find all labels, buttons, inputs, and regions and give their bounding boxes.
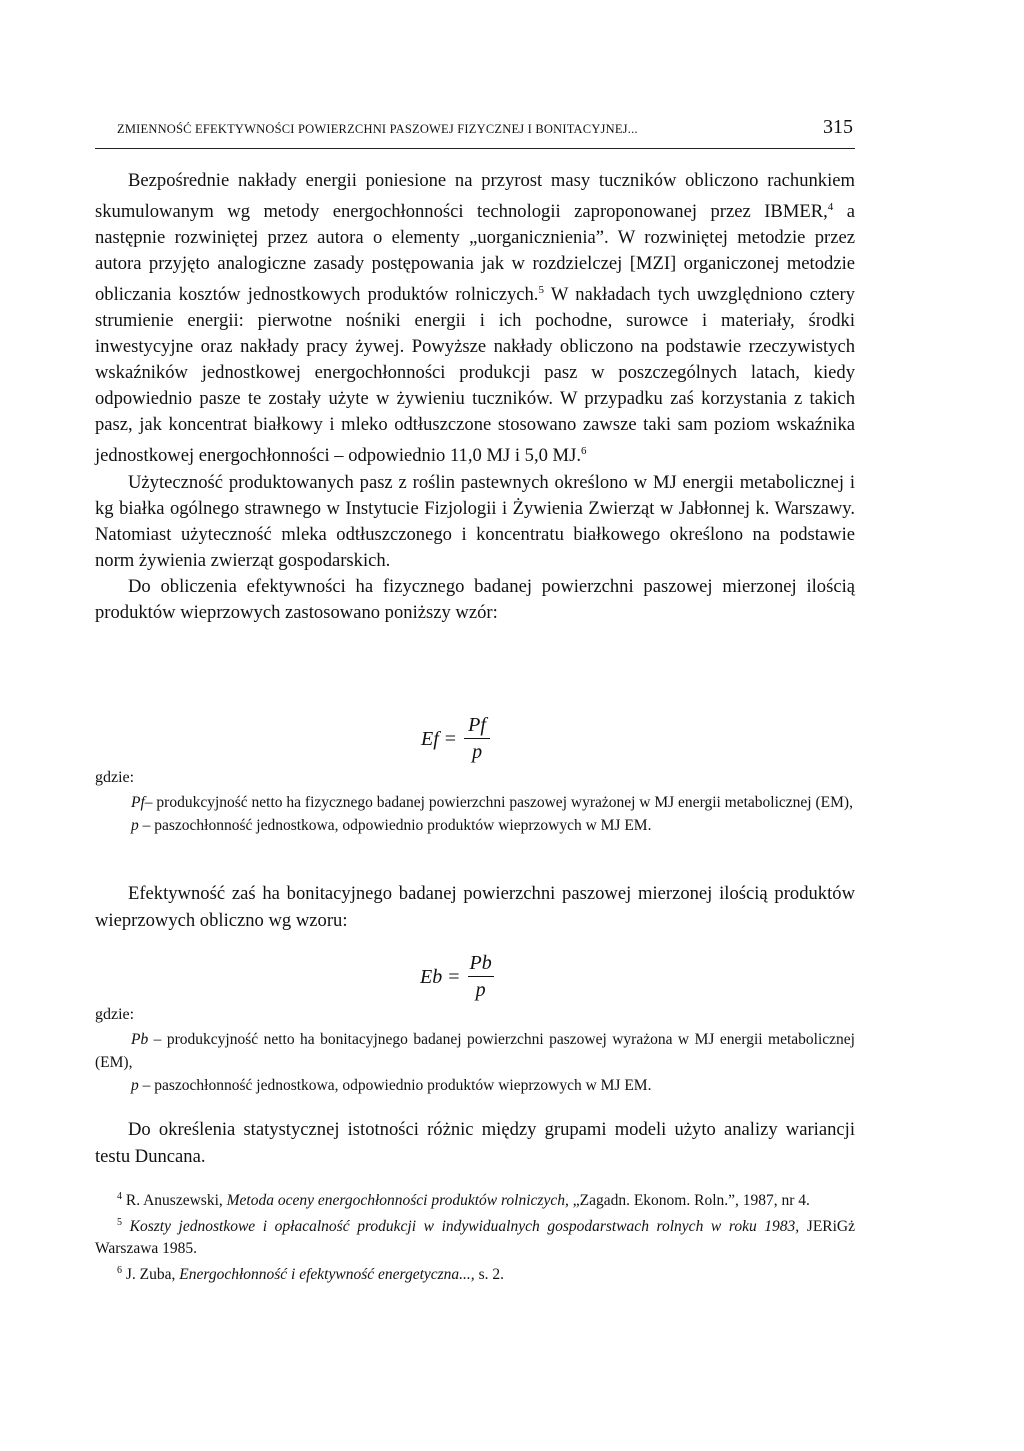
gdzie-label-2: gdzie: <box>95 1006 135 1023</box>
paragraph-feed-usefulness: Użyteczność produktowanych pasz z roślin pastewnych określono w MJ energii metabolicznej i kg białka ogólnego strawnego w Instytucie Fizjologii i Żywienia Zwierząt w Jabłonnej k. Warszawy. Natomiast użyteczność mleka odtłuszczonego i koncentratu białkowego określono na podstawie norm żywienia zwierząt gospodarskich. <box>95 471 855 571</box>
footnote-ref-5: 5 <box>538 284 544 297</box>
paragraph-energy-inputs: Bezpośrednie nakłady energii poniesione na przyrost masy tuczników obliczono rachunkiem skumulowanym wg metody energochłonności technologii zaproponowanej przez IBMER,$^4$ a następnie rozwiniętej przez autora o elementy „uorganicznienia”. W rozwiniętej metodzie przez autora przyjęto analogiczne zasady postępowania jak w rozdzielczej [MZI] organiczonej metodzie obliczania kosztów jednostkowych produktów rolniczych.$^5$ W nakładach tych uwzględniono cztery strumienie energii: pierwotne nośniki energii i ich pochodne, surowce i materiały, środki inwestycyjne oraz nakłady pracy żywej. Powyższe nakłady obliczono na podstawie rzeczywistych wskaźników jednostkowej energochłonności produkcji pasz w poszczególnych latach, kiedy odpowiednio pasze te zostały użyte w żywieniu tuczników. W przypadku zaś korzystania z takich pasz, jak koncentrat białkowy i mleko odtłuszczone stosowano zawsze taki sam poziom wskaźnika jednostkowej energochłonności – odpowiednio 11,0 MJ i 5,0 MJ.$^6$ <box>95 170 855 467</box>
formula-eb <box>420 952 494 1002</box>
formula-ef <box>421 714 490 764</box>
formula-ef-fraction <box>464 714 490 764</box>
formula-eb-denominator: p <box>475 979 486 1001</box>
definition-pb: Pb – produkcyjność netto ha bonitacyjnego badanej powierzchni paszowej wyrażona w MJ energii metabolicznej (EM), <box>95 1031 855 1071</box>
paragraph-formula-intro-1: Do obliczenia efektywności ha fizycznego badanej powierzchni paszowej mierzonej ilością produktów wieprzowych zastosowano poniższy wzór: <box>95 575 855 623</box>
running-head: ZMIENNOŚĆ EFEKTYWNOŚCI POWIERZCHNI PASZOWEJ FIZYCZNEJ I BONITACYJNEJ... <box>117 122 638 136</box>
footnote-4: $^4$ R. Anuszewski, Metoda oceny energochłonności produktów rolniczych, „Zagadn. Ekonom. Roln.”, 1987, nr 4. <box>117 1191 810 1210</box>
paragraph-duncan: Do określenia statystycznej istotności różnic między grupami modeli użyto analizy wariancji testu Duncana. <box>95 1119 855 1167</box>
formula-eb-numerator: Pb <box>469 952 492 974</box>
definition-p-2: p – paszochłonność jednostkowa, odpowiednio produktów wieprzowych w MJ EM. <box>131 1077 652 1094</box>
body-text <box>95 168 855 626</box>
page-number: 315 <box>823 116 853 138</box>
definition-pf: Pf– produkcyjność netto ha fizycznego badanej powierzchni paszowej wyrażonej w MJ energii metabolicznej (EM), <box>131 794 853 811</box>
footnote-ref-6: 6 <box>580 445 587 458</box>
definitions-1 <box>95 791 855 837</box>
gdzie-label-1: gdzie: <box>95 769 135 786</box>
definitions-2 <box>95 1028 855 1097</box>
formula-eb-lhs: Eb <box>420 965 443 988</box>
formula-eb-fraction <box>468 952 494 1002</box>
formula-ef-numerator: Pf <box>468 714 486 736</box>
formula-ef-lhs: Ef <box>421 727 439 750</box>
footnote-6: $^6$ J. Zuba, Energochłonność i efektywność energetyczna..., s. 2. <box>117 1265 504 1284</box>
formula-ef-denominator: p <box>472 741 483 763</box>
fraction-bar <box>468 976 494 977</box>
formula-ef-equals: = <box>444 727 457 750</box>
footnotes <box>95 1186 855 1286</box>
footnote-ref-4: 4 <box>827 201 834 213</box>
definition-p-1: p – paszochłonność jednostkowa, odpowiednio produktów wieprzowych w MJ EM. <box>131 817 652 834</box>
fraction-bar <box>464 738 490 739</box>
footnote-5: $^5$ Koszty jednostkowe i opłacalność produkcji w indywidualnych gospodarstwach rolnych w roku 1983, JERiGż Warszawa 1985. <box>95 1217 856 1258</box>
formula-eb-equals: = <box>448 965 460 988</box>
paragraph-formula-intro-2: Efektywność zaś ha bonitacyjnego badanej powierzchni paszowej mierzonej ilością produktów wieprzowych obliczno wg wzoru: <box>95 883 855 931</box>
page-header <box>95 118 855 149</box>
